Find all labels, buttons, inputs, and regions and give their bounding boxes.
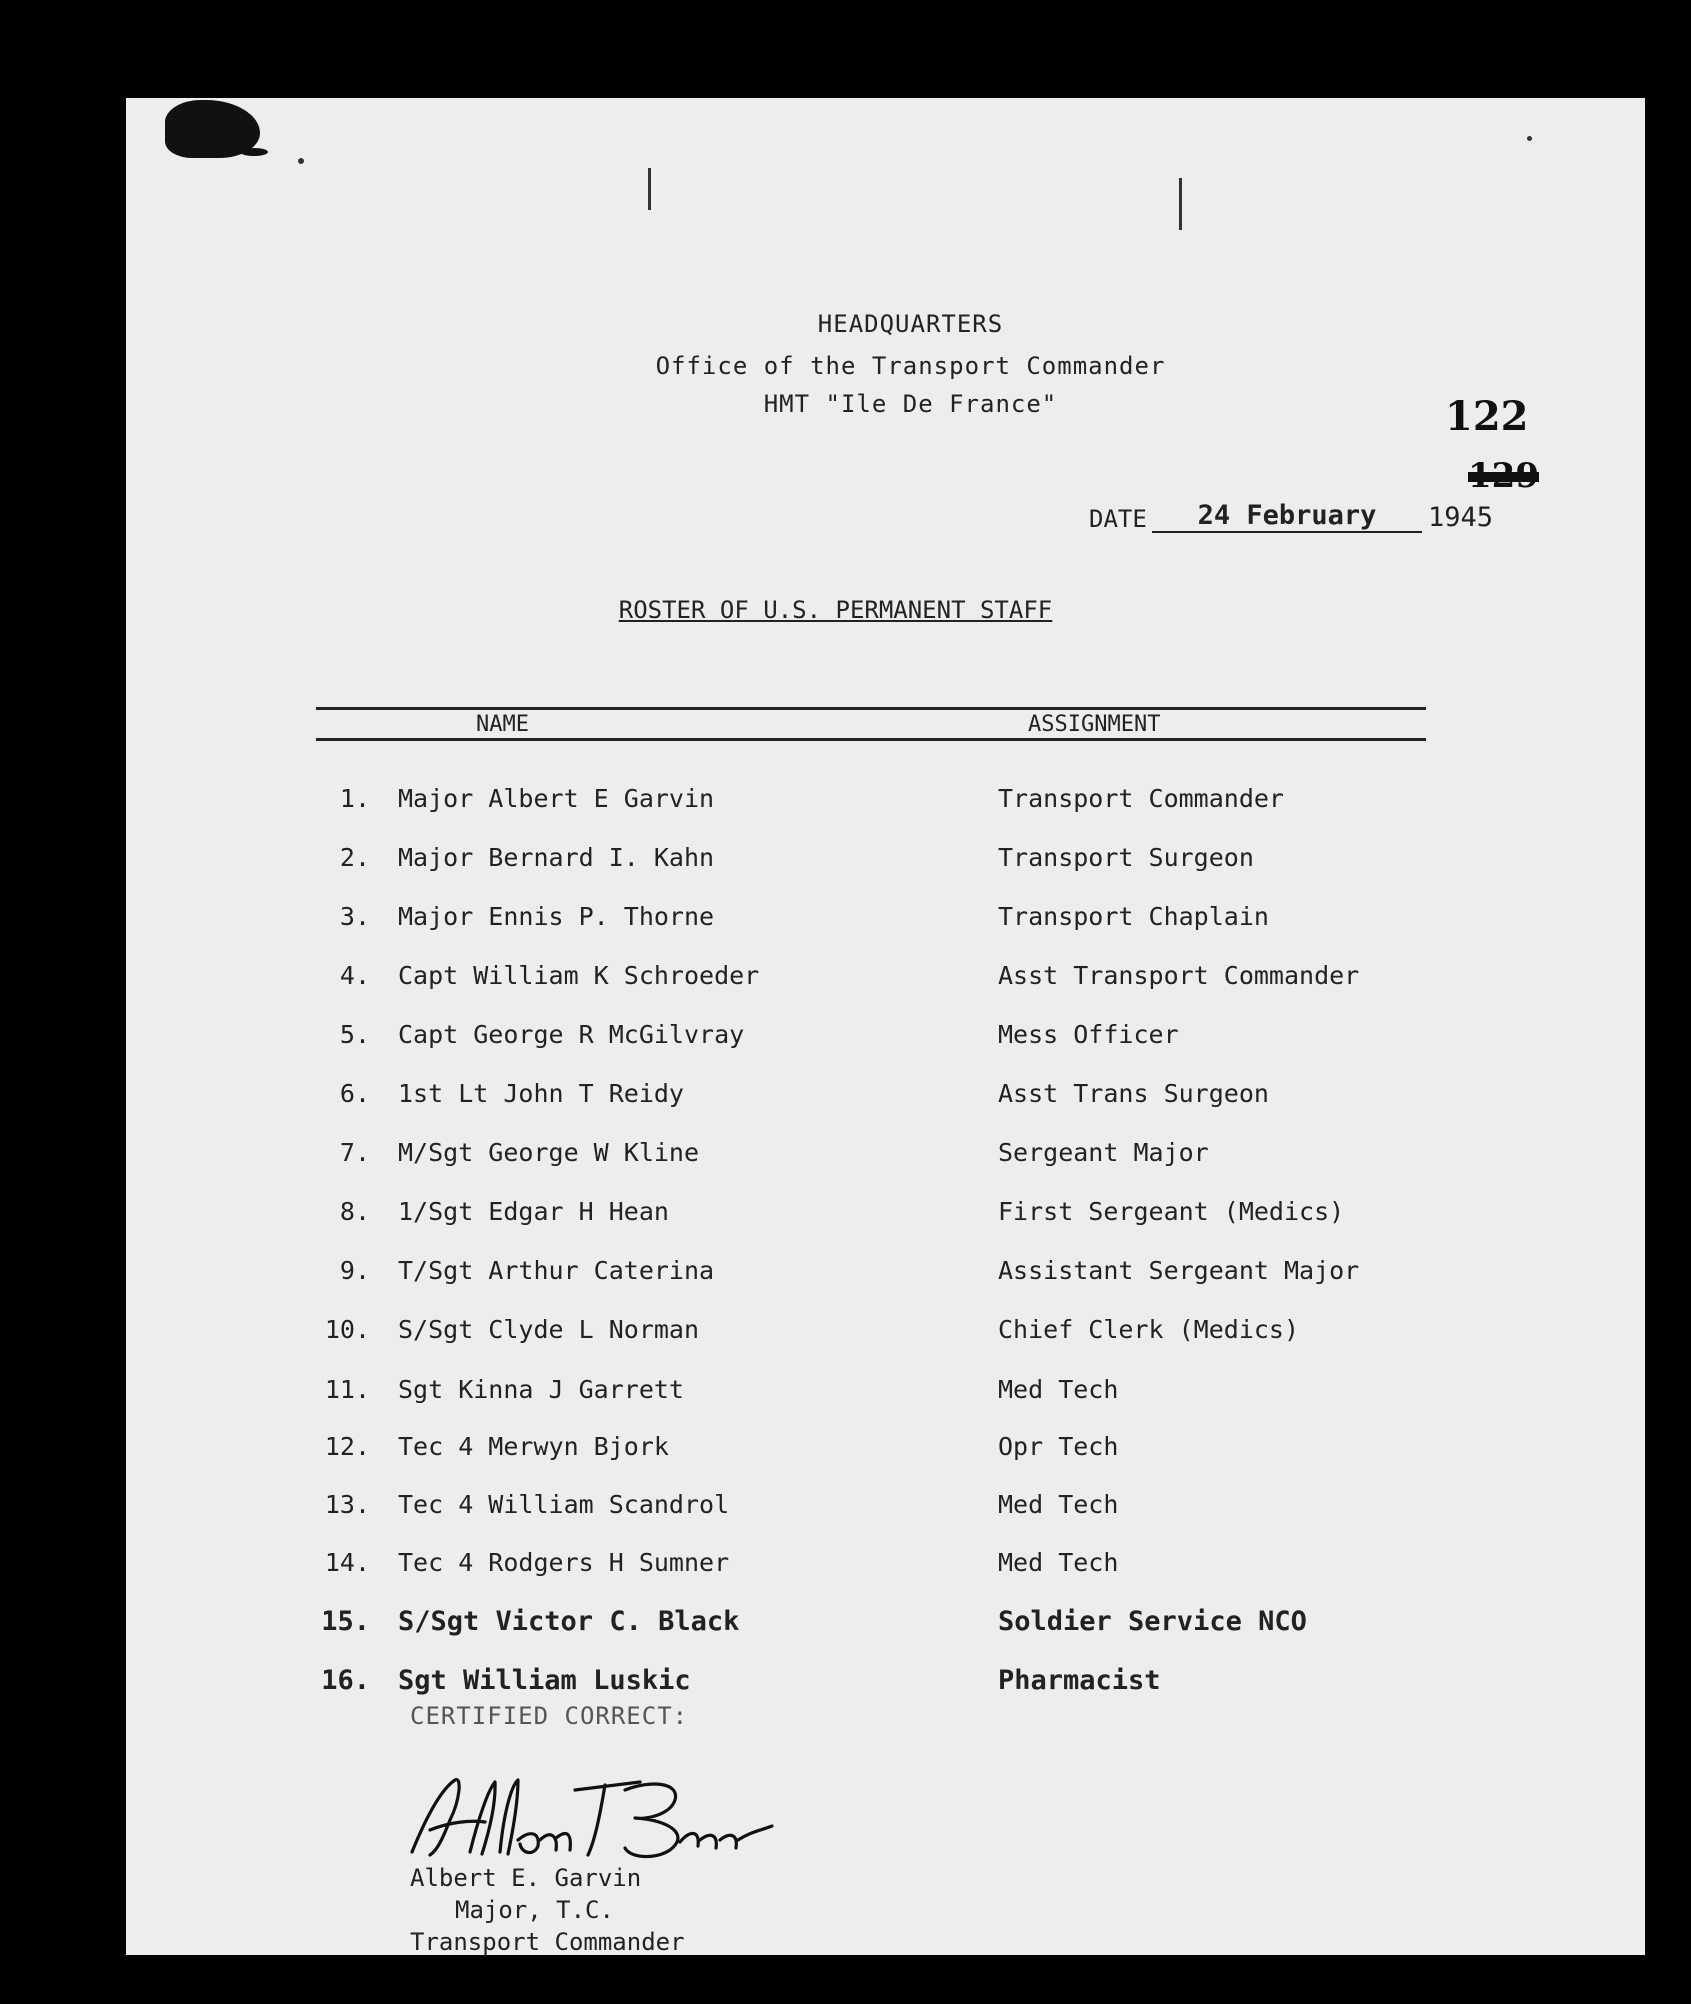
roster-assignment: Soldier Service NCO bbox=[998, 1606, 1307, 1637]
document-title bbox=[0, 596, 1681, 624]
roster-assignment: Asst Transport Commander bbox=[998, 961, 1360, 990]
roster-name: M/Sgt George W Kline bbox=[398, 1138, 700, 1167]
roster-number: 8. bbox=[339, 1197, 370, 1226]
scratch-mark bbox=[648, 168, 651, 210]
struck-page-number-stamp: 129 bbox=[1468, 456, 1539, 496]
roster-assignment: Pharmacist bbox=[998, 1665, 1161, 1696]
roster-name: Tec 4 William Scandrol bbox=[398, 1490, 730, 1519]
date-year: 1945 bbox=[1428, 502, 1494, 533]
roster-name: 1st Lt John T Reidy bbox=[398, 1079, 684, 1108]
roster-number: 14. bbox=[324, 1548, 370, 1577]
document-title-text: ROSTER OF U.S. PERMANENT STAFF bbox=[618, 596, 1053, 624]
header-rule-bottom bbox=[316, 738, 1426, 741]
roster-assignment: Transport Commander bbox=[998, 784, 1284, 813]
roster-name: T/Sgt Arthur Caterina bbox=[398, 1256, 715, 1285]
header-office: Office of the Transport Commander bbox=[655, 352, 1166, 380]
roster-name: Tec 4 Rodgers H Sumner bbox=[398, 1548, 730, 1577]
roster-number: 13. bbox=[324, 1490, 370, 1519]
signer-name: Albert E. Garvin bbox=[410, 1864, 642, 1892]
header-headquarters: HEADQUARTERS bbox=[817, 310, 1004, 338]
roster-assignment: Mess Officer bbox=[998, 1020, 1179, 1049]
roster-number: 7. bbox=[339, 1138, 370, 1167]
roster-number: 4. bbox=[339, 961, 370, 990]
signer-title: Transport Commander bbox=[410, 1928, 685, 1956]
roster-number: 10. bbox=[324, 1315, 370, 1344]
roster-assignment: Chief Clerk (Medics) bbox=[998, 1315, 1300, 1344]
roster-number: 15. bbox=[321, 1606, 370, 1637]
roster-assignment: First Sergeant (Medics) bbox=[998, 1197, 1345, 1226]
page-number-stamp: 122 bbox=[1445, 393, 1529, 440]
header-ship: HMT "Ile De France" bbox=[763, 390, 1058, 418]
certified-label: CERTIFIED CORRECT: bbox=[410, 1702, 689, 1730]
roster-name: Major Ennis P. Thorne bbox=[398, 902, 715, 931]
roster-number: 1. bbox=[339, 784, 370, 813]
roster-name: S/Sgt Clyde L Norman bbox=[398, 1315, 700, 1344]
roster-name: Sgt Kinna J Garrett bbox=[398, 1375, 684, 1404]
roster-number: 6. bbox=[339, 1079, 370, 1108]
roster-assignment: Transport Surgeon bbox=[998, 843, 1254, 872]
roster-assignment: Asst Trans Surgeon bbox=[998, 1079, 1269, 1108]
roster-name: Major Albert E Garvin bbox=[398, 784, 715, 813]
roster-name: 1/Sgt Edgar H Hean bbox=[398, 1197, 669, 1226]
date-label: DATE bbox=[1089, 505, 1147, 533]
roster-name: Major Bernard I. Kahn bbox=[398, 843, 715, 872]
roster-assignment: Sergeant Major bbox=[998, 1138, 1209, 1167]
roster-number: 5. bbox=[339, 1020, 370, 1049]
header-rule-top bbox=[316, 707, 1426, 710]
roster-number: 9. bbox=[339, 1256, 370, 1285]
speck bbox=[298, 158, 304, 164]
roster-name: Capt George R McGilvray bbox=[398, 1020, 745, 1049]
roster-assignment: Med Tech bbox=[998, 1548, 1119, 1577]
roster-number: 12. bbox=[324, 1432, 370, 1461]
column-header-assignment: ASSIGNMENT bbox=[1028, 712, 1161, 737]
roster-number: 3. bbox=[339, 902, 370, 931]
column-header-name: NAME bbox=[476, 712, 529, 737]
scratch-mark bbox=[1179, 178, 1182, 230]
roster-assignment: Opr Tech bbox=[998, 1432, 1119, 1461]
roster-name: Tec 4 Merwyn Bjork bbox=[398, 1432, 669, 1461]
roster-name: Capt William K Schroeder bbox=[398, 961, 760, 990]
ink-smudge bbox=[240, 148, 268, 156]
roster-name: Sgt William Luskic bbox=[398, 1665, 691, 1696]
roster-assignment: Transport Chaplain bbox=[998, 902, 1269, 931]
roster-assignment: Med Tech bbox=[998, 1375, 1119, 1404]
roster-assignment: Assistant Sergeant Major bbox=[998, 1256, 1360, 1285]
roster-assignment: Med Tech bbox=[998, 1490, 1119, 1519]
speck bbox=[1527, 136, 1532, 141]
roster-name: S/Sgt Victor C. Black bbox=[398, 1606, 740, 1637]
roster-number: 11. bbox=[324, 1375, 370, 1404]
signer-rank: Major, T.C. bbox=[455, 1896, 614, 1924]
roster-number: 2. bbox=[339, 843, 370, 872]
roster-number: 16. bbox=[321, 1665, 370, 1696]
signature bbox=[400, 1760, 780, 1870]
date-value: 24 February bbox=[1152, 500, 1422, 533]
